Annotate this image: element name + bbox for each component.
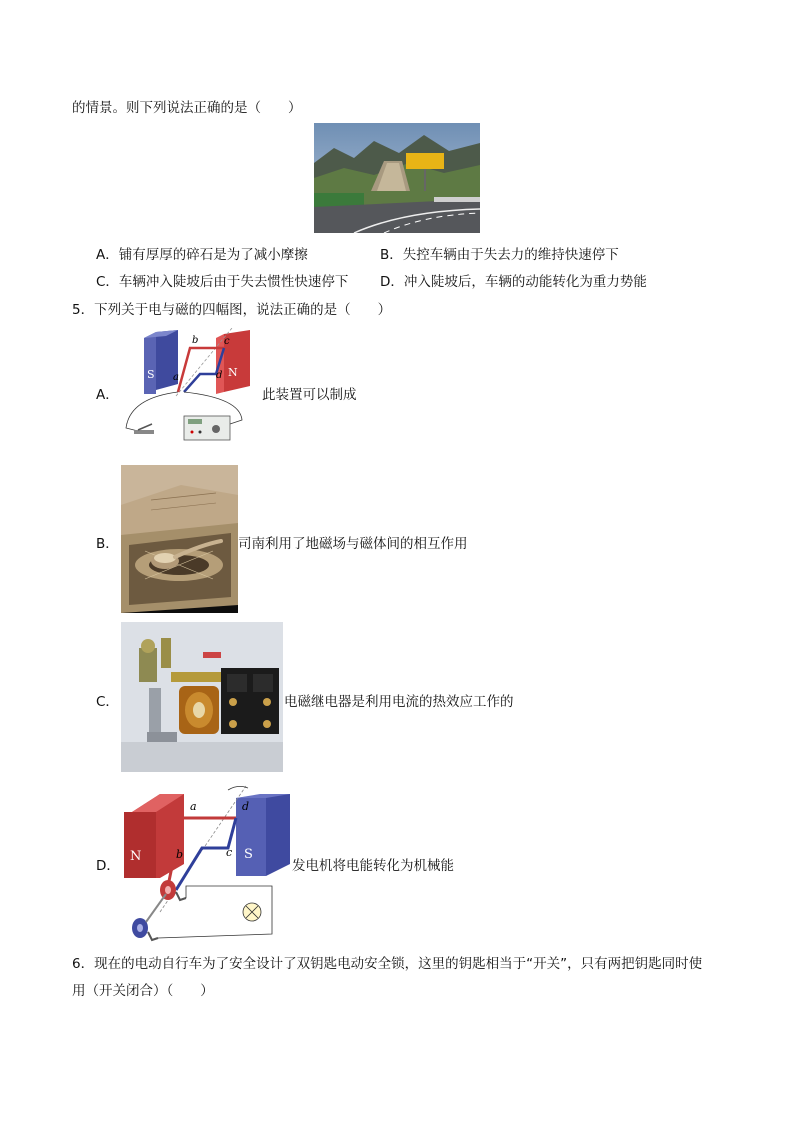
q5-option-b-text: 司南利用了地磁场与磁体间的相互作用 bbox=[238, 536, 468, 552]
motor-label-c: c bbox=[224, 336, 230, 347]
q5-option-a-text: 此装置可以制成 bbox=[262, 387, 357, 403]
motor-pole-s: S bbox=[147, 368, 155, 381]
relay-photo bbox=[121, 622, 283, 772]
q4-option-c: C．车辆冲入陡坡后由于失去惯性快速停下 bbox=[96, 274, 349, 290]
q5-option-c-letter: C． bbox=[96, 694, 119, 710]
q4-stem-tail: 的情景。则下列说法正确的是（ ） bbox=[72, 100, 302, 116]
q4-option-d: D．冲入陡坡后，车辆的动能转化为重力势能 bbox=[380, 274, 647, 290]
runaway-ramp-photo bbox=[314, 123, 480, 233]
q6-line1: 6．现在的电动自行车为了安全设计了双钥匙电动安全锁，这里的钥匙相当于“开关”，只有两把钥匙同时使 bbox=[72, 956, 703, 972]
q5-option-d-text: 发电机将电能转化为机械能 bbox=[292, 858, 454, 874]
q5-option-b-letter: B． bbox=[96, 536, 119, 552]
q5-option-c-text: 电磁继电器是利用电流的热效应工作的 bbox=[284, 694, 514, 710]
motor-label-a: a bbox=[173, 372, 179, 383]
motor-diagram bbox=[120, 328, 260, 442]
motor-pole-n: N bbox=[228, 366, 238, 379]
q4-option-a: A．铺有厚厚的碎石是为了减小摩擦 bbox=[96, 247, 308, 263]
q5-option-d-letter: D． bbox=[96, 858, 120, 874]
generator-label-c: c bbox=[226, 846, 233, 859]
generator-label-a: a bbox=[190, 800, 197, 813]
generator-diagram bbox=[120, 782, 290, 942]
generator-pole-s: S bbox=[244, 847, 253, 862]
generator-pole-n: N bbox=[130, 849, 142, 864]
q5-stem: 5．下列关于电与磁的四幅图，说法正确的是（ ） bbox=[72, 302, 392, 318]
sinan-compass-photo bbox=[121, 465, 238, 613]
q6-line2: 用（开关闭合）（ ） bbox=[72, 983, 214, 999]
motor-label-b: b bbox=[192, 335, 199, 346]
q5-option-a-letter: A． bbox=[96, 387, 119, 403]
generator-label-b: b bbox=[176, 848, 184, 861]
generator-label-d: d bbox=[242, 800, 250, 813]
q4-option-b: B．失控车辆由于失去力的维持快速停下 bbox=[380, 247, 619, 263]
motor-label-d: d bbox=[216, 370, 223, 381]
